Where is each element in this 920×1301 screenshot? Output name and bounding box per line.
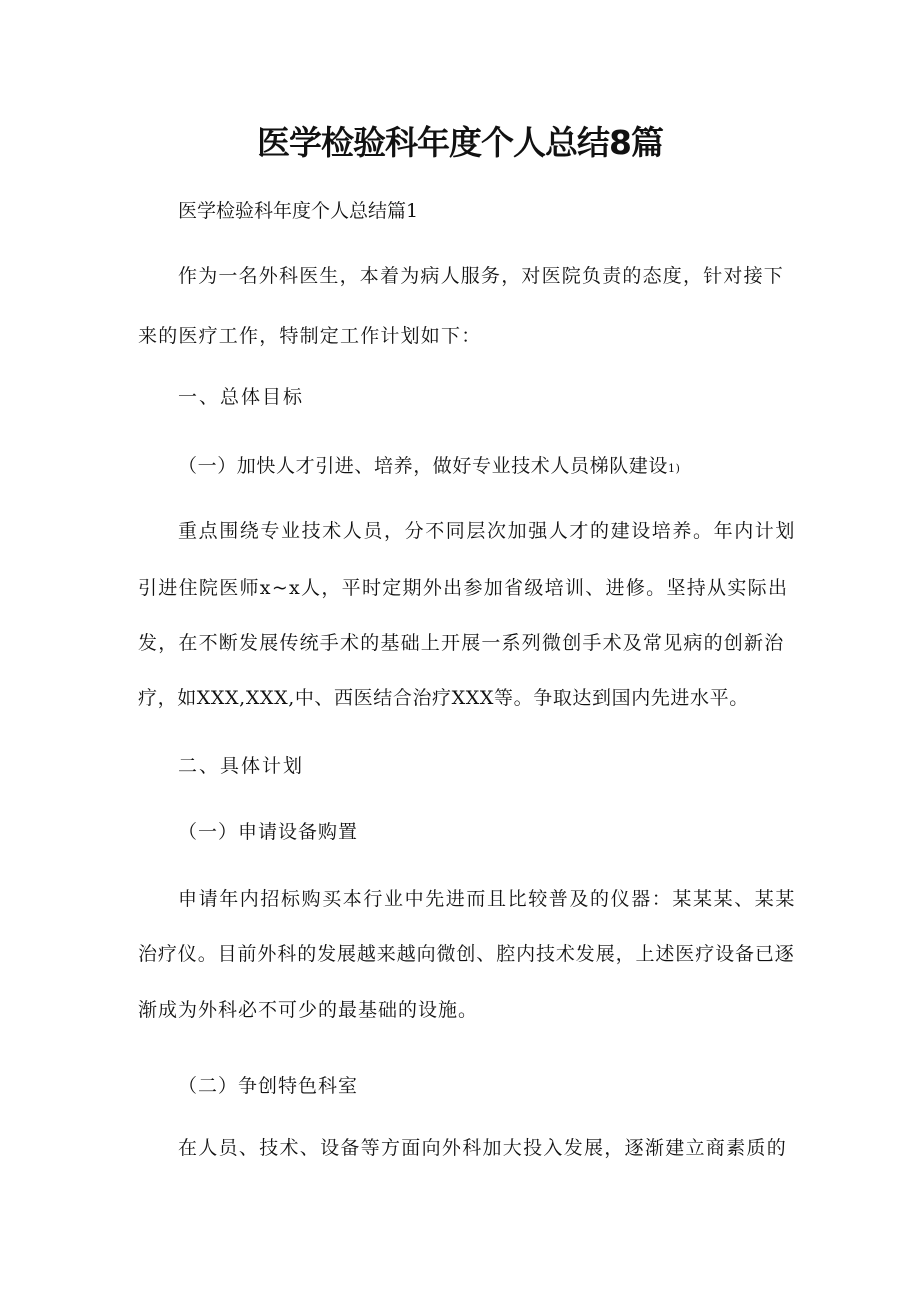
paragraph-line: 作为一名外科医生，本着为病人服务，对医院负责的态度，针对接下 [178, 265, 785, 287]
section-heading: 二、具体计划 [178, 755, 305, 777]
subsection-heading-text: （一）加快人才引进、培养，做好专业技术人员梯队建设 [178, 455, 669, 477]
subsection-heading-suffix: 1) [668, 462, 681, 475]
subsection-heading: （二）争创特色科室 [178, 1075, 359, 1097]
paragraph-line: 发，在不断发展传统手术的基础上开展一系列微创手术及常见病的创新治 [138, 632, 785, 654]
paragraph-line: 重点围绕专业技术人员，分不同层次加强人才的建设培养。年内计划 [178, 520, 797, 542]
paragraph-line: 引进住院医师x~x人，平时定期外出参加省级培训、进修。坚持从实际出 [138, 577, 789, 599]
section-heading: 一、总体目标 [178, 386, 305, 408]
paragraph-line: 来的医疗工作，特制定工作计划如下： [138, 325, 482, 347]
paragraph-line: 渐成为外科必不可少的最基础的设施。 [138, 999, 479, 1021]
document-title: 医学检验科年度个人总结8篇 [257, 123, 663, 162]
paragraph-line: 申请年内招标购买本行业中先进而且比较普及的仪器：某某某、某某 [178, 888, 797, 910]
paragraph-line: 疗，如XXX,XXX,中、西医结合治疗XXX等。争取达到国内先进水平。 [138, 687, 749, 709]
subsection-heading [178, 452, 681, 483]
document-subtitle: 医学检验科年度个人总结篇1 [178, 200, 419, 222]
paragraph-line: 在人员、技术、设备等方面向外科加大投入发展，逐渐建立商素质的 [178, 1137, 788, 1159]
paragraph-line: 治疗仪。目前外科的发展越来越向微创、腔内技术发展，上述医疗设备已逐 [138, 943, 795, 965]
subsection-heading: （一）申请设备购置 [178, 821, 359, 843]
